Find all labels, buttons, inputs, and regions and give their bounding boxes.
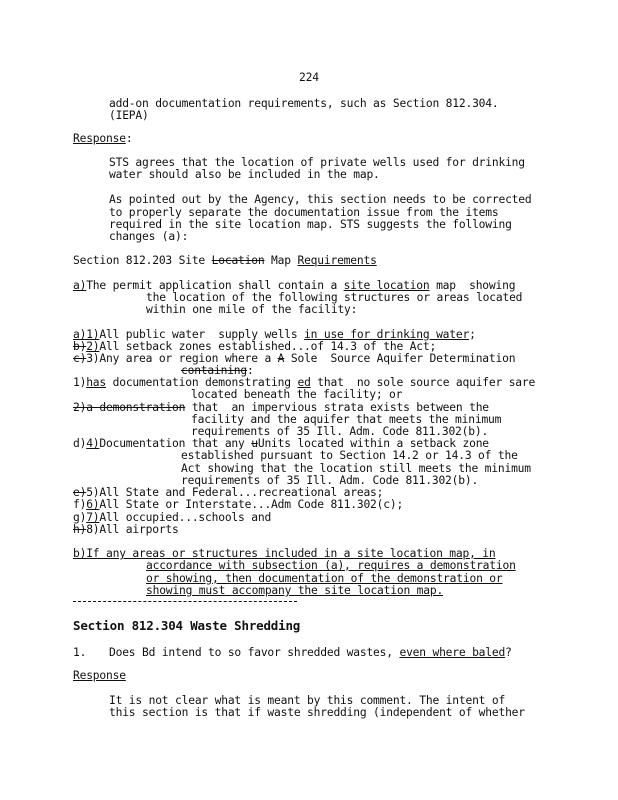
list-item: f)6)All State or Interstate...Adm Code 811.302(c);: [73, 498, 404, 511]
list-item: located beneath the facility; or: [191, 388, 403, 401]
paragraph-a-line: a)The permit application shall contain a site location map showing: [73, 279, 516, 292]
list-item: established pursuant to Section 14.2 or 14.3 of the: [181, 449, 518, 462]
list-item: g)7)All occupied...schools and: [73, 511, 272, 524]
response-text: changes (a):: [109, 230, 189, 243]
separator-rule: [73, 601, 297, 602]
list-item: 1)has documentation demonstrating ed that no sole source aquifer sare: [73, 376, 536, 389]
paragraph-b-line: b)If any areas or structures included in a site location map, in: [73, 547, 496, 560]
list-item: d)4)Documentation that any uUnits located within a setback zone: [73, 437, 489, 450]
list-item: c)3)Any area or region where a A Sole Source Aquifer Determination: [73, 352, 516, 365]
response-text: As pointed out by the Agency, this section needs to be corrected: [109, 193, 532, 206]
response-text: STS agrees that the location of private wells used for drinking: [109, 156, 525, 169]
list-item: Act showing that the location still meets the minimum: [181, 462, 531, 475]
page-number: 224: [299, 71, 319, 84]
section-title: Section 812.304 Waste Shredding: [73, 618, 301, 633]
paragraph-b-line: accordance with subsection (a), requires a demonstration: [146, 559, 516, 572]
intro-line: add-on documentation requirements, such as Section 812.304.: [109, 97, 499, 110]
list-item: requirements of 35 Ill. Adm. Code 811.302(b).: [181, 474, 479, 487]
paragraph-b-line: showing must accompany the site location map.: [146, 584, 444, 597]
response-text: this section is that if waste shredding (independent of whether: [109, 706, 525, 719]
list-item: b)2)All setback zones established...of 14.3 of the Act;: [73, 340, 437, 353]
list-item: e)5)All State and Federal...recreational areas;: [73, 486, 384, 499]
response-text: required in the site location map. STS suggests the following: [109, 218, 512, 231]
list-item: a)1)All public water supply wells in use for drinking water;: [73, 328, 476, 341]
response-text: It is not clear what is meant by this comment. The intent of: [109, 694, 506, 707]
list-item: requirements of 35 Ill. Adm. Code 811.302(b).: [191, 425, 489, 438]
section-heading: Section 812.203 Site Location Map Requirements: [73, 254, 377, 267]
intro-line: (IEPA): [109, 109, 149, 122]
list-item: containing:: [181, 364, 254, 377]
list-item: 2)a demonstration that an impervious strata exists between the: [73, 401, 489, 414]
list-item: h)8)All airports: [73, 523, 179, 536]
paragraph-a-line: the location of the following structures or areas located: [146, 291, 523, 304]
response-heading: Response: [73, 669, 126, 682]
question-text: Does Bd intend to so favor shredded wastes, even where baled?: [109, 646, 512, 659]
response-text: water should also be included in the map.: [109, 168, 380, 181]
question-line: 1.: [73, 646, 87, 659]
response-heading: Response:: [73, 132, 133, 145]
list-item: facility and the aquifer that meets the minimum: [191, 413, 502, 426]
paragraph-b-line: or showing, then documentation of the demonstration or: [146, 572, 503, 585]
response-text: to properly separate the documentation issue from the items: [109, 206, 499, 219]
paragraph-a-line: within one mile of the facility:: [146, 303, 358, 316]
